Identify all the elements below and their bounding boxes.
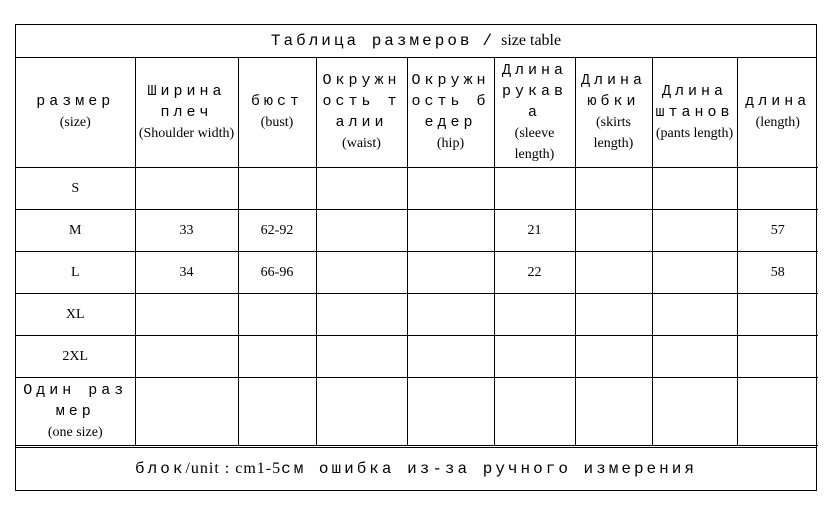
unit-label-ru: блок: [135, 460, 186, 478]
table-cell: [652, 251, 737, 293]
table-cell: [652, 209, 737, 251]
error-range: 1-5: [256, 460, 282, 477]
header-length: длина (length): [737, 58, 818, 167]
size-cell: Один размер (one size): [16, 377, 135, 445]
table-cell: [737, 335, 818, 377]
unit-label-en: /unit : cm: [185, 460, 257, 477]
table-cell: [135, 293, 238, 335]
table-cell: 62-92: [238, 209, 316, 251]
title-ru: Таблица размеров: [270, 32, 473, 50]
table-cell: 57: [737, 209, 818, 251]
table-cell: [575, 335, 652, 377]
table-cell: [652, 167, 737, 209]
table-cell: 33: [135, 209, 238, 251]
table-cell: 22: [494, 251, 575, 293]
table-row: [16, 335, 818, 377]
table-cell: [494, 167, 575, 209]
table-cell: 34: [135, 251, 238, 293]
table-cell: [575, 293, 652, 335]
table-cell: [652, 377, 737, 445]
table-cell: [407, 293, 494, 335]
table-cell: [316, 251, 407, 293]
header-skirt: Длина юбки (skirts length): [575, 58, 652, 167]
table-cell: [316, 293, 407, 335]
header-size: размер (size): [16, 58, 135, 167]
size-cell: S: [16, 167, 135, 209]
header-shoulder: Ширина плеч (Shoulder width): [135, 58, 238, 167]
table-cell: [575, 377, 652, 445]
header-waist: Окружность талии (waist): [316, 58, 407, 167]
table-cell: [238, 293, 316, 335]
table-cell: [737, 377, 818, 445]
table-row: [16, 209, 818, 251]
table-cell: [135, 167, 238, 209]
size-cell: XL: [16, 293, 135, 335]
table-cell: [238, 167, 316, 209]
error-note: см ошибка из-за ручного измерения: [281, 460, 697, 478]
table-title: [16, 25, 816, 58]
table-cell: 58: [737, 251, 818, 293]
measurement-note: [16, 447, 816, 490]
table-cell: [316, 167, 407, 209]
table-cell: [494, 377, 575, 445]
table-cell: [575, 251, 652, 293]
table-cell: [575, 209, 652, 251]
table-cell: [135, 377, 238, 445]
table-cell: [135, 335, 238, 377]
header-pants: Длина штанов (pants length): [652, 58, 737, 167]
title-en: size table: [501, 32, 562, 49]
header-bust: бюст (bust): [238, 58, 316, 167]
table-cell: [494, 293, 575, 335]
table-cell: [316, 377, 407, 445]
title-separator: /: [482, 32, 496, 50]
table-cell: [652, 335, 737, 377]
table-cell: [652, 293, 737, 335]
table-cell: 66-96: [238, 251, 316, 293]
table-cell: [575, 167, 652, 209]
header-sleeve: Длина рукава (sleeve length): [494, 58, 575, 167]
table-cell: [407, 335, 494, 377]
header-row: [16, 58, 818, 167]
size-cell: L: [16, 251, 135, 293]
table-cell: [407, 377, 494, 445]
table-cell: [407, 209, 494, 251]
table-cell: [407, 167, 494, 209]
table-cell: [494, 335, 575, 377]
table-cell: [407, 251, 494, 293]
table-cell: [737, 167, 818, 209]
table-cell: [316, 209, 407, 251]
table-cell: [737, 293, 818, 335]
table-row: [16, 251, 818, 293]
table-cell: [238, 335, 316, 377]
header-hip: Окружность бедер (hip): [407, 58, 494, 167]
table-cell: [316, 335, 407, 377]
table-row: [16, 293, 818, 335]
size-chart: [15, 24, 817, 491]
table-row: [16, 377, 818, 445]
size-table: [16, 58, 818, 446]
table-cell: 21: [494, 209, 575, 251]
size-cell: 2XL: [16, 335, 135, 377]
table-row: [16, 167, 818, 209]
size-cell: M: [16, 209, 135, 251]
table-cell: [238, 377, 316, 445]
